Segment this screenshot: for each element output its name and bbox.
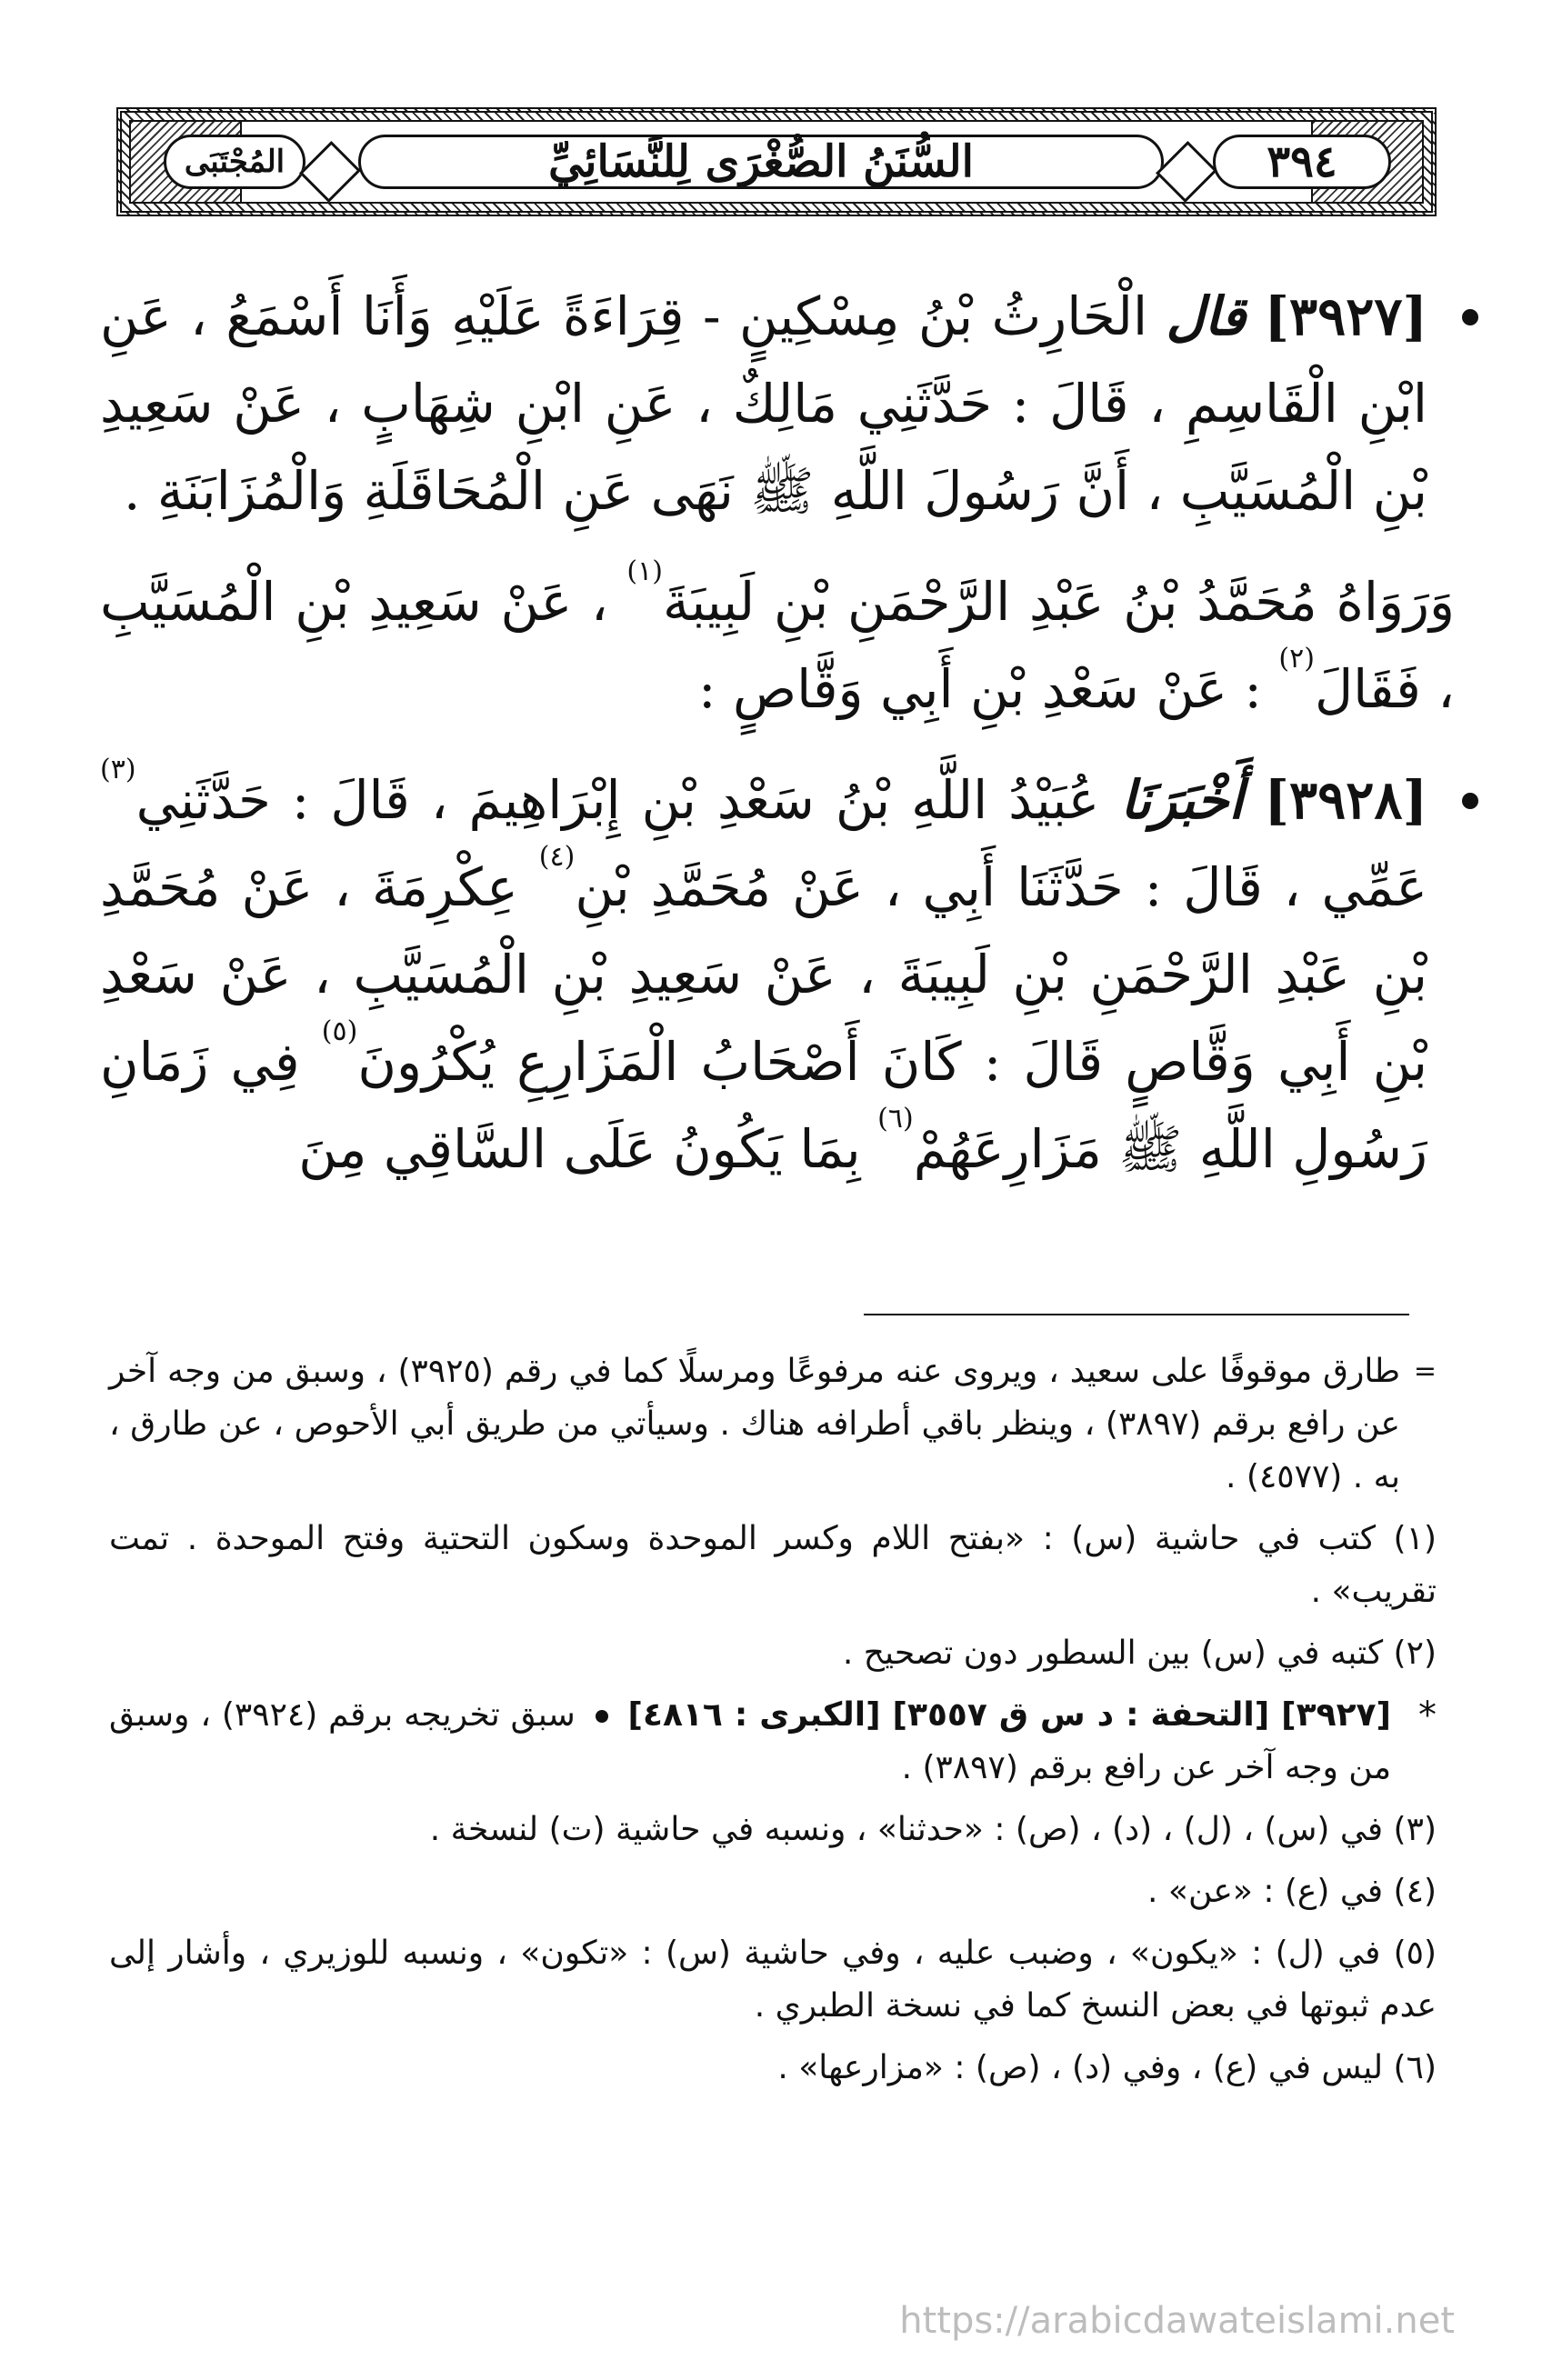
riwaya-text: ، عَنْ سَعِيدِ بْنِ الْمُسَيَّبِ ، فَقَالَ: [100, 571, 1455, 720]
takhrij-text: سبق تخريجه برقم (٣٩٢٤) ، وسبق من وجه آخر عن رافع برقم (٣٨٩٧) .: [109, 1696, 1391, 1786]
hadith-text: بِمَا يَكُونُ عَلَى السَّاقِي مِنَ: [298, 1118, 861, 1180]
hadith-text: فِي زَمَانِ رَسُولِ اللَّهِ ﷺ مَزَارِعَهُمْ: [100, 1031, 1427, 1180]
footnote-1: (١) كتب في حاشية (س) : «بفتح اللام وكسر الموحدة وسكون التحتية وفتح الموحدة . تمت تقريب» .: [109, 1520, 1437, 1610]
footnote-marker: (٥): [321, 1015, 358, 1047]
hadith-3927: [100, 273, 1455, 535]
hadith-number: [٣٩٢٨]: [1264, 769, 1428, 831]
riwaya-text: : عَنْ سَعْدِ بْنِ أَبِي وَقَّاصٍ :: [698, 658, 1262, 720]
footnote-2: (٢) كتبه في (س) بين السطور دون تصحيح .: [842, 1635, 1437, 1672]
header-frame: [129, 120, 1424, 204]
footnote-marker: (٦): [877, 1103, 914, 1135]
hadith-text: الْحَارِثُ بْنُ مِسْكِينٍ - قِرَاءَةً عَلَيْهِ وَأَنَا أَسْمَعُ ، عَنِ ابْنِ الْقَاسِمِ ، قَالَ : حَدَّثَنِي مَالِكٌ ، عَنِ ابْنِ شِهَابٍ ، عَنْ سَعِيدِ بْنِ الْمُسَيَّبِ ، أَنَّ رَسُولَ اللَّهِ ﷺ نَهَى عَنِ الْمُحَاقَلَةِ وَالْمُزَابَنَةِ .: [100, 285, 1427, 522]
footnote-separator: [864, 1314, 1409, 1315]
ornament-diamond: [299, 141, 361, 203]
footnote-6: (٦) ليس في (ع) ، وفي (د) ، (ص) : «مزارعها» .: [777, 2049, 1437, 2086]
star-icon: *: [1418, 1695, 1437, 1736]
running-title: السُّنَنُ الصُّغْرَى لِلنَّسَائِيِّ: [358, 135, 1164, 189]
book-name: المُجْتَبَى: [164, 135, 305, 189]
footnote-marker: (٤): [538, 841, 576, 873]
footnote-marker: (٢): [1278, 643, 1315, 675]
footnotes: [109, 1345, 1437, 2104]
hadith-number: [٣٩٢٧]: [1264, 285, 1427, 347]
footnote-4: (٤) في (ع) : «عن» .: [1147, 1873, 1437, 1910]
riwaya-text: وَرَوَاهُ مُحَمَّدُ بْنُ عَبْدِ الرَّحْمَنِ بْنِ لَبِيبَةَ: [662, 571, 1455, 633]
main-text: [100, 273, 1455, 1193]
riwaya-paragraph: [100, 555, 1455, 733]
page-header: [116, 107, 1437, 216]
hadith-3928: [100, 756, 1455, 1193]
page-number: ٣٩٤: [1213, 135, 1391, 189]
tuhfa-reference: [٣٩٢٧] [التحفة : د س ق ٣٥٥٧] [الكبرى : ٤٨١٦]: [627, 1696, 1391, 1734]
hadith-text: عِكْرِمَةَ ، عَنْ مُحَمَّدِ بْنِ عَبْدِ الرَّحْمَنِ بْنِ لَبِيبَةَ ، عَنْ سَعِيدِ بْنِ الْمُسَيَّبِ ، عَنْ سَعْدِ بْنِ أَبِي وَقَّاصٍ قَالَ : كَانَ أَصْحَابُ الْمَزَارِعِ يُكْرُونَ: [100, 856, 1428, 1093]
footnote-marker: (١): [626, 555, 663, 587]
hadith-lead-word: أَخْبَرَنَا: [1120, 769, 1244, 831]
footnote-5: (٥) في (ل) : «يكون» ، وضبب عليه ، وفي حاشية (س) : «تكون» ، ونسبه للوزيري ، وأشار إلى عدم ثبوتها في بعض النسخ كما في نسخة الطبري .: [109, 1935, 1437, 2025]
footnote-3: (٣) في (س) ، (ل) ، (د) ، (ص) : «حدثنا» ، ونسبه في حاشية (ت) لنسخة .: [429, 1811, 1437, 1848]
watermark: https://arabicdawateislami.net: [899, 2300, 1455, 2342]
takhrij-note: [109, 1689, 1437, 1795]
bullet-icon: [1462, 793, 1478, 809]
bullet-icon: [1462, 309, 1478, 325]
hadith-lead-word: قال: [1166, 285, 1247, 347]
hadith-text: عَمِّي ، قَالَ : حَدَّثَنَا أَبِي ، عَنْ مُحَمَّدِ بْنِ: [575, 856, 1427, 918]
footnote-continuation: = طارق موقوفًا على سعيد ، ويروى عنه مرفوعًا ومرسلًا كما في رقم (٣٩٢٥) ، وسبق من وجه آخر عن رافع برقم (٣٨٩٧) ، وينظر باقي أطرافه هناك . وسيأتي من طريق أبي الأحوص ، عن طارق ، به . (٤٥٧٧) .: [109, 1345, 1437, 1504]
bullet-icon: [596, 1710, 608, 1723]
ornament-diamond: [1156, 141, 1217, 203]
footnote-marker: (٣): [100, 754, 136, 785]
hadith-text: عُبَيْدُ اللَّهِ بْنُ سَعْدِ بْنِ إِبْرَاهِيمَ ، قَالَ : حَدَّثَنِي: [135, 769, 1100, 831]
